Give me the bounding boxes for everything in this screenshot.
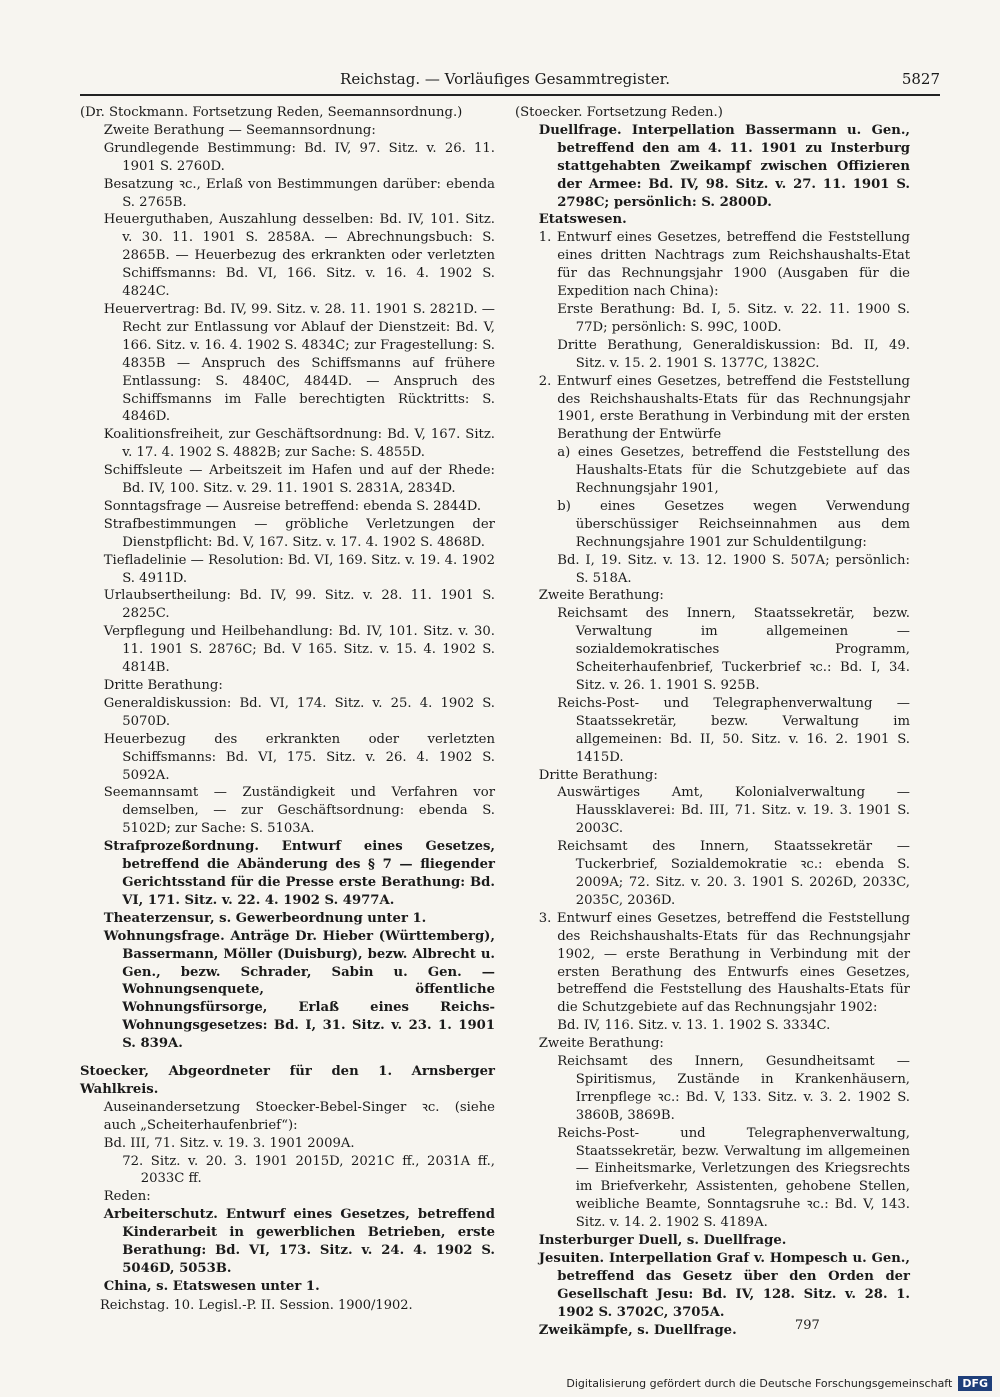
index-entry: China, s. Etatswesen unter 1. xyxy=(103,1278,320,1294)
index-entry: Heuerguthaben, Auszahlung desselben: Bd. IV, 101. Sitz. v. 30. 11. 1901 S. 2858A. — Abrechnungsbuch: S. 2865B. — Heuerbezug des erkrankten oder verletzten Schiffsmanns: Bd. VI, 166. Sitz. v. 16. 4. 1902 S. 4824C. xyxy=(103,212,495,300)
index-entry: Reichs-Post- und Telegraphenverwaltung — Staatssekretär, bezw. Verwaltung im allgemeinen: Bd. II, 50. Sitz. v. 16. 2. 1901 S. 1415D. xyxy=(557,695,910,765)
index-entry: b) eines Gesetzes wegen Verwendung überschüssiger Reichseinnahmen aus dem Rechnungsjahre 1901 zur Schuldentilgung: xyxy=(557,498,910,550)
index-entry: Zweite Berathung — Seemannsordnung: xyxy=(103,122,376,138)
index-entry: Tiefladelinie — Resolution: Bd. VI, 169. Sitz. v. 19. 4. 1902 S. 4911D. xyxy=(103,552,495,586)
index-entry: Schiffsleute — Arbeitszeit im Hafen und auf der Rhede: Bd. IV, 100. Sitz. v. 29. 11. 1901 S. 2831A, 2834D. xyxy=(103,463,495,497)
footer-text: Digitalisierung gefördert durch die Deutsche Forschungsgemeinschaft xyxy=(566,1377,953,1390)
index-entry: Sonntagsfrage — Ausreise betreffend: ebenda S. 2844D. xyxy=(103,498,482,514)
index-entry: Wohnungsfrage. Anträge Dr. Hieber (Württemberg), Bassermann, Möller (Duisburg), bezw. Albrecht u. Gen., bezw. Schrader, Sabin u. Gen. — Wohnungsenquete, öffentliche Wohnungsfürsorge, Erlaß eines Reichs-Wohnungsgesetzes: Bd. I, 31. Sitz. v. 23. 1. 1901 S. 839A. xyxy=(103,928,495,1052)
index-entry: Etatswesen. xyxy=(538,212,627,228)
index-entry: Insterburger Duell, s. Duellfrage. xyxy=(538,1233,787,1249)
index-entry: Reichsamt des Innern, Staatssekretär — Tuckerbrief, Sozialdemokratie ꝛc.: ebenda S. 2009A; 72. Sitz. v. 20. 3. 1901 S. 2026D, 2033C, 2035C, 2036D. xyxy=(557,839,910,908)
index-entry: Stoecker, Abgeordneter für den 1. Arnsberger Wahlkreis. xyxy=(80,1064,495,1097)
index-entry: Urlaubsertheilung: Bd. IV, 99. Sitz. v. 28. 11. 1901 S. 2825C. xyxy=(103,588,495,622)
index-entry: Grundlegende Bestimmung: Bd. IV, 97. Sitz. v. 26. 11. 1901 S. 2760D. xyxy=(103,140,495,174)
index-entry: 72. Sitz. v. 20. 3. 1901 2015D, 2021C ff., 2031A ff., 2033C ff. xyxy=(122,1153,495,1187)
index-entry: Zweite Berathung: xyxy=(538,588,664,604)
index-entry: Verpflegung und Heilbehandlung: Bd. IV, 101. Sitz. v. 30. 11. 1901 S. 2876C; Bd. V 165. Sitz. v. 15. 4. 1902 S. 4814B. xyxy=(103,624,495,676)
index-entry: Reden: xyxy=(103,1189,151,1205)
header-rule xyxy=(80,94,940,96)
index-entry: Dritte Berathung, Generaldiskussion: Bd. II, 49. Sitz. v. 15. 2. 1901 S. 1377C, 1382C. xyxy=(557,337,910,371)
index-entry: Theaterzensur, s. Gewerbeordnung unter 1. xyxy=(103,910,427,926)
index-entry: Jesuiten. Interpellation Graf v. Hompesch u. Gen., betreffend das Gesetz über den Orden der Gesellschaft Jesu: Bd. IV, 128. Sitz. v. 28. 1. 1902 S. 3702C, 3705A. xyxy=(538,1251,910,1320)
index-entry: Bd. I, 19. Sitz. v. 13. 12. 1900 S. 507A; persönlich: S. 518A. xyxy=(557,552,910,586)
index-entry: Reichs-Post- und Telegraphenverwaltung, Staatssekretär, bezw. Verwaltung im allgemeinen — Einheitsmarke, Verletzungen des Kriegsrechts im Briefverkehr, Assistenten, gehobene Stellen, weibliche Beamte, Sonntagsruhe ꝛc.: Bd. V, 143. Sitz. v. 14. 2. 1902 S. 4189A. xyxy=(557,1125,910,1231)
left-footer: Reichstag. 10. Legisl.-P. II. Session. 1900/1902. xyxy=(100,1298,413,1313)
index-entry: Heuervertrag: Bd. IV, 99. Sitz. v. 28. 11. 1901 S. 2821D. — Recht zur Entlassung vor Ablauf der Dienstzeit: Bd. V, 166. Sitz. v. 16. 4. 1902 S. 4834C; zur Fragestellung: S. 4835B — Anspruch des Schiffsmanns auf frühere Entlassung: S. 4840C, 4844D. — Anspruch des Schiffsmanns im Falle berechtigten Rücktritts: S. 4846D. xyxy=(103,301,495,425)
left-column xyxy=(80,104,495,1296)
index-entry: 1. Entwurf eines Gesetzes, betreffend die Feststellung eines dritten Nachtrags zum Reichshaushalts-Etat für das Rechnungsjahr 1900 (Ausgaben für die Expedition nach China): xyxy=(538,230,910,300)
index-entry: Heuerbezug des erkrankten oder verletzten Schiffsmanns: Bd. VI, 175. Sitz. v. 26. 4. 1902 S. 5092A. xyxy=(103,731,495,783)
index-entry: (Dr. Stockmann. Fortsetzung Reden, Seemannsordnung.) xyxy=(80,105,463,120)
index-entry: Strafprozeßordnung. Entwurf eines Gesetzes, betreffend die Abänderung des § 7 — fliegender Gerichtsstand für die Presse erste Berathung: Bd. VI, 171. Sitz. v. 22. 4. 1902 S. 4977A. xyxy=(103,839,495,908)
index-entry: Erste Berathung: Bd. I, 5. Sitz. v. 22. 11. 1900 S. 77D; persönlich: S. 99C, 100D. xyxy=(557,301,910,335)
index-entry: Auseinandersetzung Stoecker-Bebel-Singer ꝛc. (siehe auch „Scheiterhaufenbrief“): xyxy=(103,1099,495,1133)
index-entry: Duellfrage. Interpellation Bassermann u. Gen., betreffend den am 4. 11. 1901 zu Insterburg stattgehabten Zweikampf zwischen Offizieren der Armee: Bd. IV, 98. Sitz. v. 27. 11. 1901 S. 2798C; persönlich: S. 2800D. xyxy=(538,122,910,210)
right-column xyxy=(515,104,910,1340)
index-entry: Auswärtiges Amt, Kolonialverwaltung — Haussklaverei: Bd. III, 71. Sitz. v. 19. 3. 1901 S. 2003C. xyxy=(557,785,910,837)
index-entry: Arbeiterschutz. Entwurf eines Gesetzes, betreffend Kinderarbeit in gewerblichen Betrieben, erste Berathung: Bd. VI, 173. Sitz. v. 24. 4. 1902 S. 5046D, 5053B. xyxy=(103,1207,495,1276)
running-title: Reichstag. — Vorläufiges Gesammtregister. xyxy=(340,70,670,88)
index-entry: a) eines Gesetzes, betreffend die Feststellung des Haushalts-Etats für die Schutzgebiete auf das Rechnungsjahr 1901, xyxy=(557,445,910,497)
digitization-footer xyxy=(566,1376,992,1391)
index-entry: Dritte Berathung: xyxy=(103,678,223,693)
page-number: 797 xyxy=(795,1318,820,1333)
index-entry: Dritte Berathung: xyxy=(538,767,658,783)
index-entry: Bd. IV, 116. Sitz. v. 13. 1. 1902 S. 3334C. xyxy=(557,1018,831,1034)
index-entry: Bd. III, 71. Sitz. v. 19. 3. 1901 2009A. xyxy=(103,1135,355,1151)
index-entry: Koalitionsfreiheit, zur Geschäftsordnung: Bd. V, 167. Sitz. v. 17. 4. 1902 S. 4882B; zur Sache: S. 4855D. xyxy=(103,427,495,461)
page-header xyxy=(70,70,940,96)
index-entry: Reichsamt des Innern, Gesundheitsamt — Spiritismus, Zustände in Krankenhäusern, Irrenpflege ꝛc.: Bd. V, 133. Sitz. v. 3. 2. 1902 S. 3860B, 3869B. xyxy=(557,1054,910,1123)
index-entry xyxy=(80,1053,495,1063)
index-entry: (Stoecker. Fortsetzung Reden.) xyxy=(515,105,723,120)
index-entry: Besatzung ꝛc., Erlaß von Bestimmungen darüber: ebenda S. 2765B. xyxy=(103,176,495,210)
dfg-logo: DFG xyxy=(958,1376,992,1391)
index-entry: Reichsamt des Innern, Staatssekretär, bezw. Verwaltung im allgemeinen — sozialdemokratisches Programm, Scheiterhaufenbrief, Tuckerbrief ꝛc.: Bd. I, 34. Sitz. v. 26. 1. 1901 S. 925B. xyxy=(557,606,910,693)
index-entry: 3. Entwurf eines Gesetzes, betreffend die Feststellung des Reichshaushalts-Etats für das Rechnungsjahr 1902, — erste Berathung in Verbindung mit der ersten Berathung des Entwurfs eines Gesetzes, betreffend die Feststellung des Haushalts-Etats für die Schutzgebiete auf das Rechnungsjahr 1902: xyxy=(538,910,910,1016)
column-page-number: 5827 xyxy=(901,70,940,88)
index-entry: Seemannsamt — Zuständigkeit und Verfahren vor demselben, — zur Geschäftsordnung: ebenda S. 5102D; zur Sache: S. 5103A. xyxy=(103,785,495,837)
index-entry: Generaldiskussion: Bd. VI, 174. Sitz. v. 25. 4. 1902 S. 5070D. xyxy=(103,695,495,729)
index-entry: 2. Entwurf eines Gesetzes, betreffend die Feststellung des Reichshaushalts-Etats für das Rechnungsjahr 1901, erste Berathung in Verbindung mit der ersten Berathung der Entwürfe xyxy=(538,373,910,443)
index-entry: Zweite Berathung: xyxy=(538,1036,664,1052)
index-entry: Strafbestimmungen — gröbliche Verletzungen der Dienstpflicht: Bd. V, 167. Sitz. v. 17. 4. 1902 S. 4868D. xyxy=(103,516,495,550)
index-entry: Zweikämpfe, s. Duellfrage. xyxy=(538,1322,737,1338)
